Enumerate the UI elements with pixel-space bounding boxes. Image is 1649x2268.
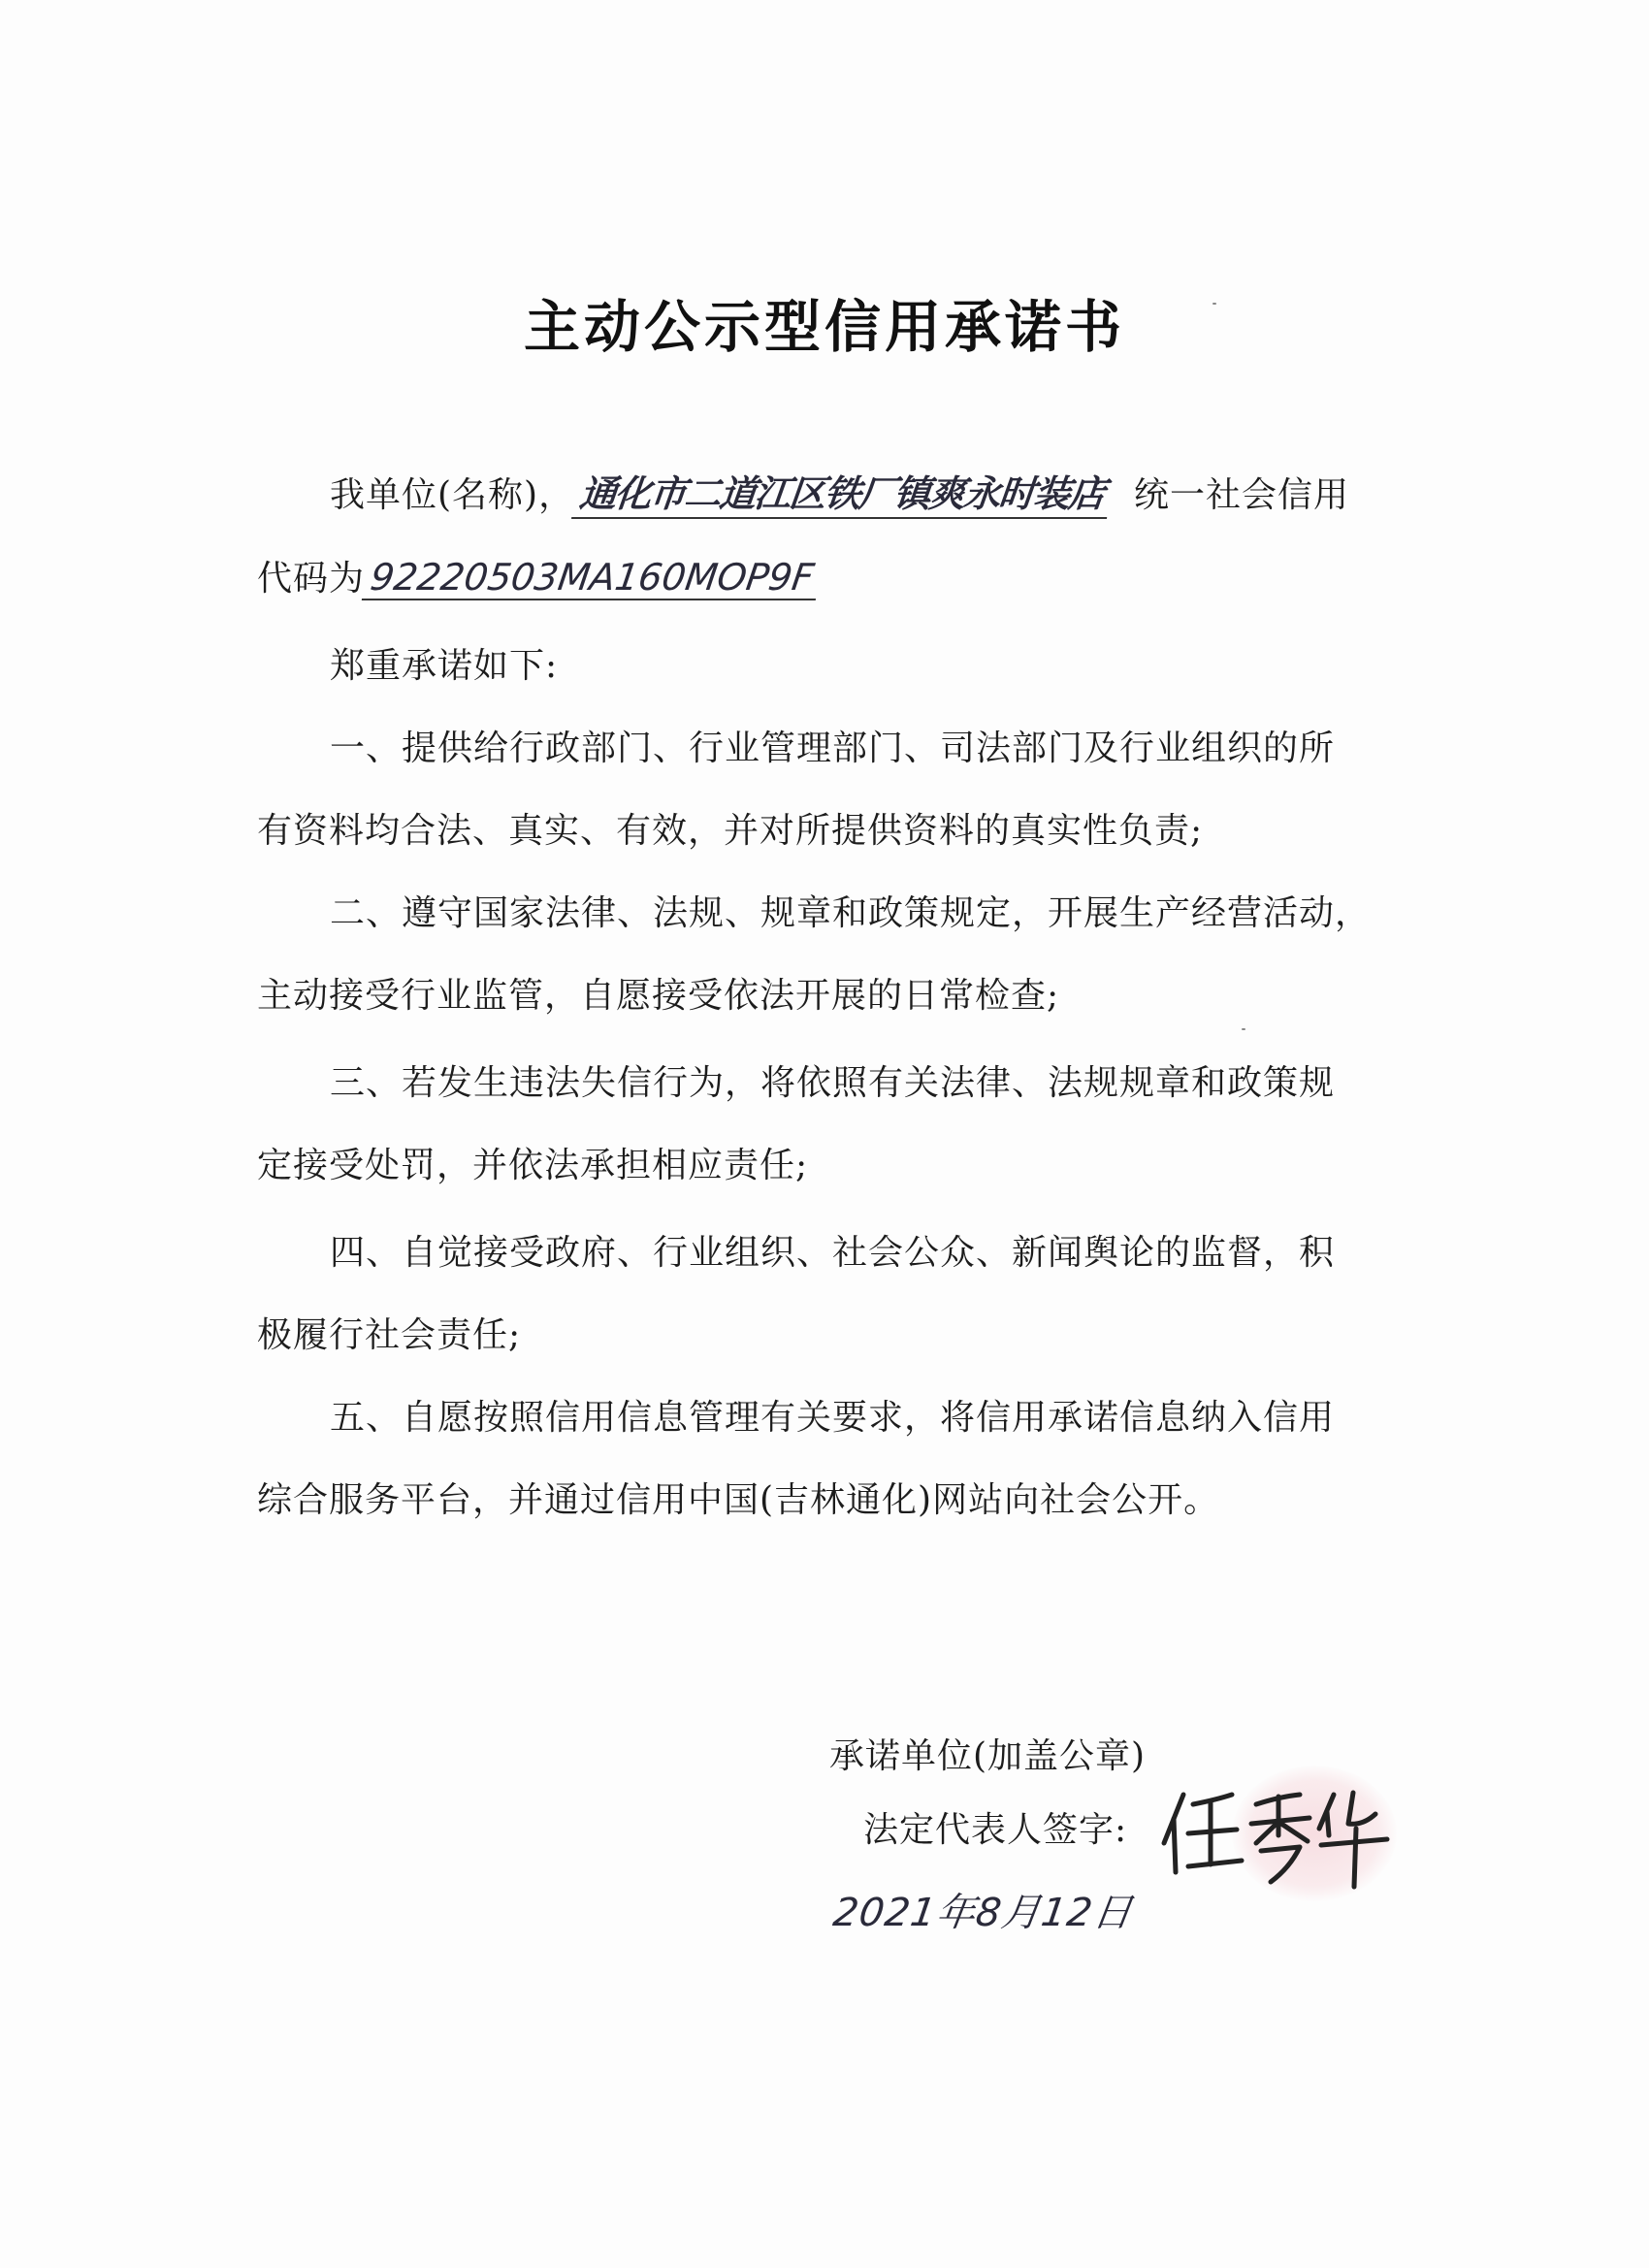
handwritten-signature bbox=[1154, 1775, 1406, 1892]
date-line bbox=[830, 1882, 1136, 1937]
intro-line-1 bbox=[330, 464, 1349, 519]
pledge-lead: 郑重承诺如下: bbox=[330, 646, 559, 686]
signature-text: 任秀华 bbox=[1154, 1890, 1157, 1891]
intro-suffix: 统一社会信用 bbox=[1134, 475, 1350, 515]
pledge-item-3-line-2: 定接受处罚，并依法承担相应责任; bbox=[257, 1146, 809, 1185]
date-handwritten: 2021年8月12日 bbox=[830, 1891, 1136, 1935]
pledge-item-1-line-2: 有资料均合法、真实、有效，并对所提供资料的真实性负责; bbox=[257, 811, 1204, 851]
document-title: 主动公示型信用承诺书 bbox=[523, 294, 1125, 360]
intro-prefix: 我单位(名称)， bbox=[330, 475, 575, 515]
pledge-item-2-line-1: 二、遵守国家法律、法规、规章和政策规定，开展生产经营活动， bbox=[330, 893, 1372, 933]
unit-name-handwritten: 通化市二道江区铁厂镇爽永时装店 bbox=[571, 464, 1113, 519]
scan-speck bbox=[1212, 303, 1216, 305]
intro-line-2 bbox=[257, 551, 819, 600]
pledge-item-2-line-2: 主动接受行业监管，自愿接受依法开展的日常检查; bbox=[257, 976, 1060, 1016]
credit-code-handwritten: 92220503MA160MOP9F bbox=[362, 556, 823, 600]
scan-speck bbox=[1242, 1028, 1245, 1030]
pledge-item-4-line-2: 极履行社会责任; bbox=[257, 1315, 522, 1355]
pledge-item-3-line-1: 三、若发生违法失信行为，将依照有关法律、法规规章和政策规 bbox=[330, 1063, 1336, 1103]
legal-rep-label: 法定代表人签字: bbox=[863, 1810, 1128, 1850]
promise-unit-label: 承诺单位(加盖公章) bbox=[829, 1736, 1147, 1776]
pledge-item-5-line-2: 综合服务平台，并通过信用中国(吉林通化)网站向社会公开。 bbox=[257, 1480, 1220, 1520]
code-prefix: 代码为 bbox=[257, 559, 366, 599]
pledge-item-1-line-1: 一、提供给行政部门、行业管理部门、司法部门及行业组织的所 bbox=[330, 729, 1336, 768]
pledge-item-4-line-1: 四、自觉接受政府、行业组织、社会公众、新闻舆论的监督，积 bbox=[330, 1233, 1336, 1273]
pledge-item-5-line-1: 五、自愿按照信用信息管理有关要求，将信用承诺信息纳入信用 bbox=[330, 1398, 1336, 1438]
